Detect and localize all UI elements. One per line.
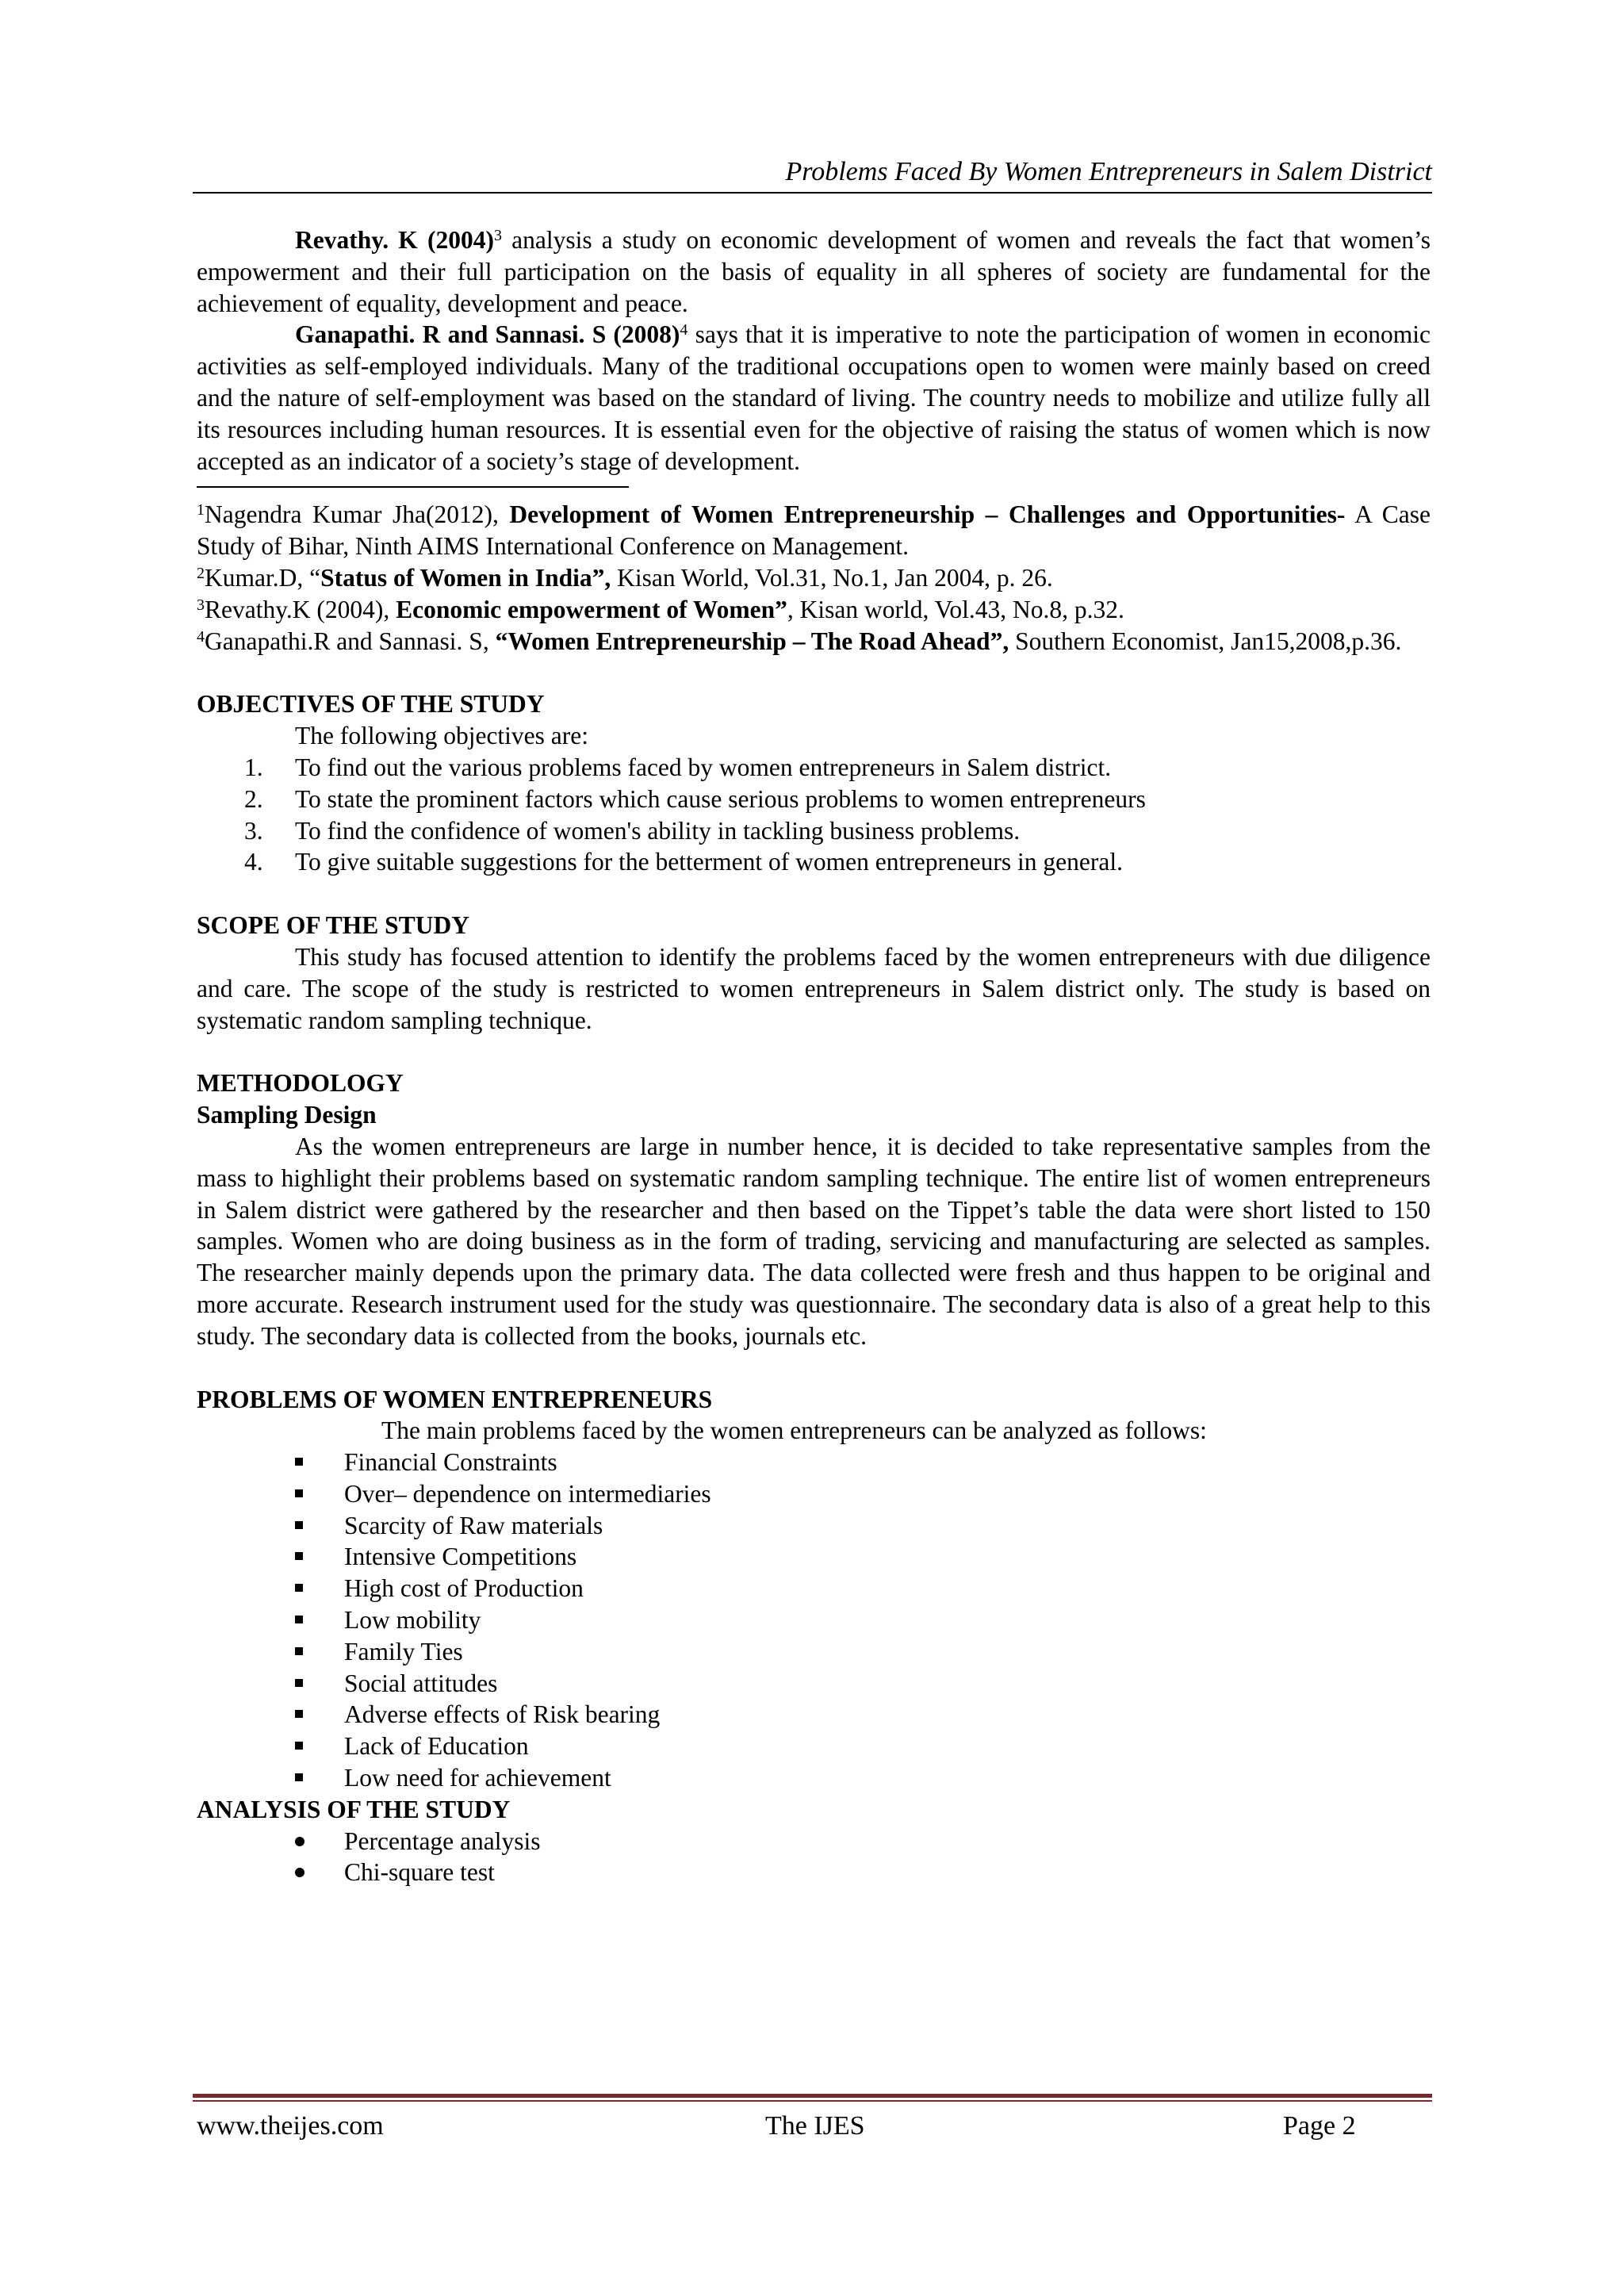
paragraph-revathy — [197, 224, 1431, 319]
square-bullet-icon — [295, 1742, 303, 1750]
list-item — [197, 784, 1431, 815]
list-item: Low mobility — [197, 1604, 1431, 1636]
footer-journal: The IJES — [765, 2111, 865, 2141]
list-item — [197, 815, 1431, 847]
citation-author: Revathy. K (2004) — [295, 226, 494, 254]
footnote-title: Economic empowerment of Women” — [396, 595, 787, 623]
list-item: Financial Constraints — [197, 1447, 1431, 1478]
round-bullet-icon — [295, 1837, 304, 1846]
problems-heading: PROBLEMS OF WOMEN ENTREPRENEURS — [197, 1385, 713, 1413]
page-body — [197, 224, 1431, 1888]
footnote-ref: 4 — [680, 321, 688, 339]
list-number: 2. — [244, 784, 263, 813]
footnote-text: Kisan World, Vol.31, No.1, Jan 2004, p. 26. — [611, 563, 1053, 592]
square-bullet-icon — [295, 1679, 303, 1687]
list-item: Over– dependence on intermediaries — [197, 1478, 1431, 1510]
citation-author: Ganapathi. R and Sannasi. S (2008) — [295, 320, 680, 349]
square-bullet-icon — [295, 1616, 303, 1623]
footnote-text: , Kisan world, Vol.43, No.8, p.32. — [787, 595, 1124, 623]
list-item: Social attitudes — [197, 1668, 1431, 1700]
footnote-text: Kumar.D, “ — [205, 563, 321, 592]
footnote-text: A Case Study of Bihar, Ninth AIMS International Conference on Management. — [197, 500, 1431, 561]
list-item: Adverse effects of Risk bearing — [197, 1699, 1431, 1731]
list-item-text: To find the confidence of women's ability in tackling business problems. — [295, 816, 1021, 845]
list-number: 3. — [244, 816, 263, 845]
list-item: High cost of Production — [197, 1573, 1431, 1604]
list-item-text: To give suitable suggestions for the betterment of women entrepreneurs in general. — [295, 848, 1123, 876]
scope-heading: SCOPE OF THE STUDY — [197, 911, 469, 940]
analysis-heading: ANALYSIS OF THE STUDY — [197, 1795, 511, 1823]
footnote-text: Revathy.K (2004), — [205, 595, 396, 623]
paragraph-ganapathi — [197, 319, 1431, 477]
footnote-title: “Women Entrepreneurship – The Road Ahead”, — [495, 627, 1009, 655]
footnote-2 — [197, 562, 1431, 594]
list-item: Low need for achievement — [197, 1762, 1431, 1794]
footnote-title: Development of Women Entrepreneurship – Challenges and Opportunities- — [509, 500, 1346, 529]
footnote-1 — [197, 499, 1431, 562]
footnote-4 — [197, 626, 1431, 657]
list-item: Lack of Education — [197, 1731, 1431, 1762]
problems-intro: The main problems faced by the women entrepreneurs can be analyzed as follows: — [381, 1416, 1207, 1445]
list-item: Intensive Competitions — [197, 1541, 1431, 1573]
header-rule — [193, 192, 1432, 194]
footnote-number: 3 — [197, 596, 205, 614]
square-bullet-icon — [295, 1584, 303, 1592]
list-item: Family Ties — [197, 1636, 1431, 1668]
list-number: 1. — [244, 753, 263, 781]
footnote-rule — [197, 486, 629, 488]
methodology-heading: METHODOLOGY — [197, 1069, 404, 1098]
square-bullet-icon — [295, 1458, 303, 1466]
list-item-text: To find out the various problems faced by women entrepreneurs in Salem district. — [295, 753, 1112, 781]
scope-text: This study has focused attention to identify the problems faced by the women entrepreneurs with due diligence and care. The scope of the study is restricted to women entrepreneurs in Salem district only. The study is based on systematic random sampling technique. — [197, 942, 1431, 1034]
footnote-number: 4 — [197, 627, 205, 646]
footnote-text: Nagendra Kumar Jha(2012), — [205, 500, 510, 529]
footnotes — [197, 499, 1431, 657]
footnote-title: Status of Women in India”, — [320, 563, 611, 592]
square-bullet-icon — [295, 1710, 303, 1718]
square-bullet-icon — [295, 1647, 303, 1655]
analysis-list — [197, 1826, 1431, 1889]
running-header: Problems Faced By Women Entrepreneurs in Salem District — [785, 157, 1432, 186]
round-bullet-icon — [295, 1868, 304, 1877]
square-bullet-icon — [295, 1552, 303, 1560]
paragraph-text: says that it is imperative to note the participation of women in economic activities as self-employed individuals. Many of the traditional occupations open to women were mainly based on creed and the nature of self-employment was based on the standard of living. The country needs to mobilize and utilize fully all its resources including human resources. It is essential even for the objective of raising the status of women which is now accepted as an indicator of a society’s stage of development. — [197, 320, 1431, 475]
list-number: 4. — [244, 848, 263, 876]
problems-list — [197, 1447, 1431, 1794]
footer-website: www.theijes.com — [197, 2111, 384, 2141]
paragraph-text: analysis a study on economic development of women and reveals the fact that women’s empowerment and their full participation on the basis of equality in all spheres of society are fundamental for the achievement of equality, development and peace. — [197, 226, 1431, 317]
footnote-text: Ganapathi.R and Sannasi. S, — [205, 627, 496, 655]
objectives-intro: The following objectives are: — [295, 722, 589, 750]
objectives-heading: OBJECTIVES OF THE STUDY — [197, 690, 545, 719]
square-bullet-icon — [295, 1489, 303, 1497]
list-item: Chi-square test — [197, 1857, 1431, 1888]
footnote-number: 2 — [197, 564, 205, 582]
footer-rule-thin — [193, 2100, 1432, 2102]
list-item: Percentage analysis — [197, 1826, 1431, 1857]
footnote-ref: 3 — [493, 227, 502, 244]
footnote-3 — [197, 594, 1431, 626]
footnote-text: Southern Economist, Jan15,2008,p.36. — [1009, 627, 1402, 655]
square-bullet-icon — [295, 1521, 303, 1529]
list-item-text: To state the prominent factors which cause serious problems to women entrepreneurs — [295, 784, 1146, 813]
list-item: Scarcity of Raw materials — [197, 1510, 1431, 1542]
objectives-list — [197, 752, 1431, 878]
sampling-design-heading: Sampling Design — [197, 1101, 377, 1129]
list-item — [197, 846, 1431, 878]
square-bullet-icon — [295, 1773, 303, 1781]
footnote-number: 1 — [197, 501, 205, 519]
methodology-text: As the women entrepreneurs are large in number hence, it is decided to take representative samples from the mass to highlight their problems based on systematic random sampling technique. The entire list of women entrepreneurs in Salem district were gathered by the researcher and then based on the Tippet’s table the data were short listed to 150 samples. Women who are doing business as in the form of trading, servicing and manufacturing are selected as samples. The researcher mainly depends upon the primary data. The data collected were fresh and thus happen to be original and more accurate. Research instrument used for the study was questionnaire. The secondary data is also of a great help to this study. The secondary data is collected from the books, journals etc. — [197, 1132, 1431, 1350]
list-item — [197, 752, 1431, 784]
footer-page-number: Page 2 — [1283, 2111, 1356, 2141]
footer-rule — [193, 2094, 1432, 2098]
